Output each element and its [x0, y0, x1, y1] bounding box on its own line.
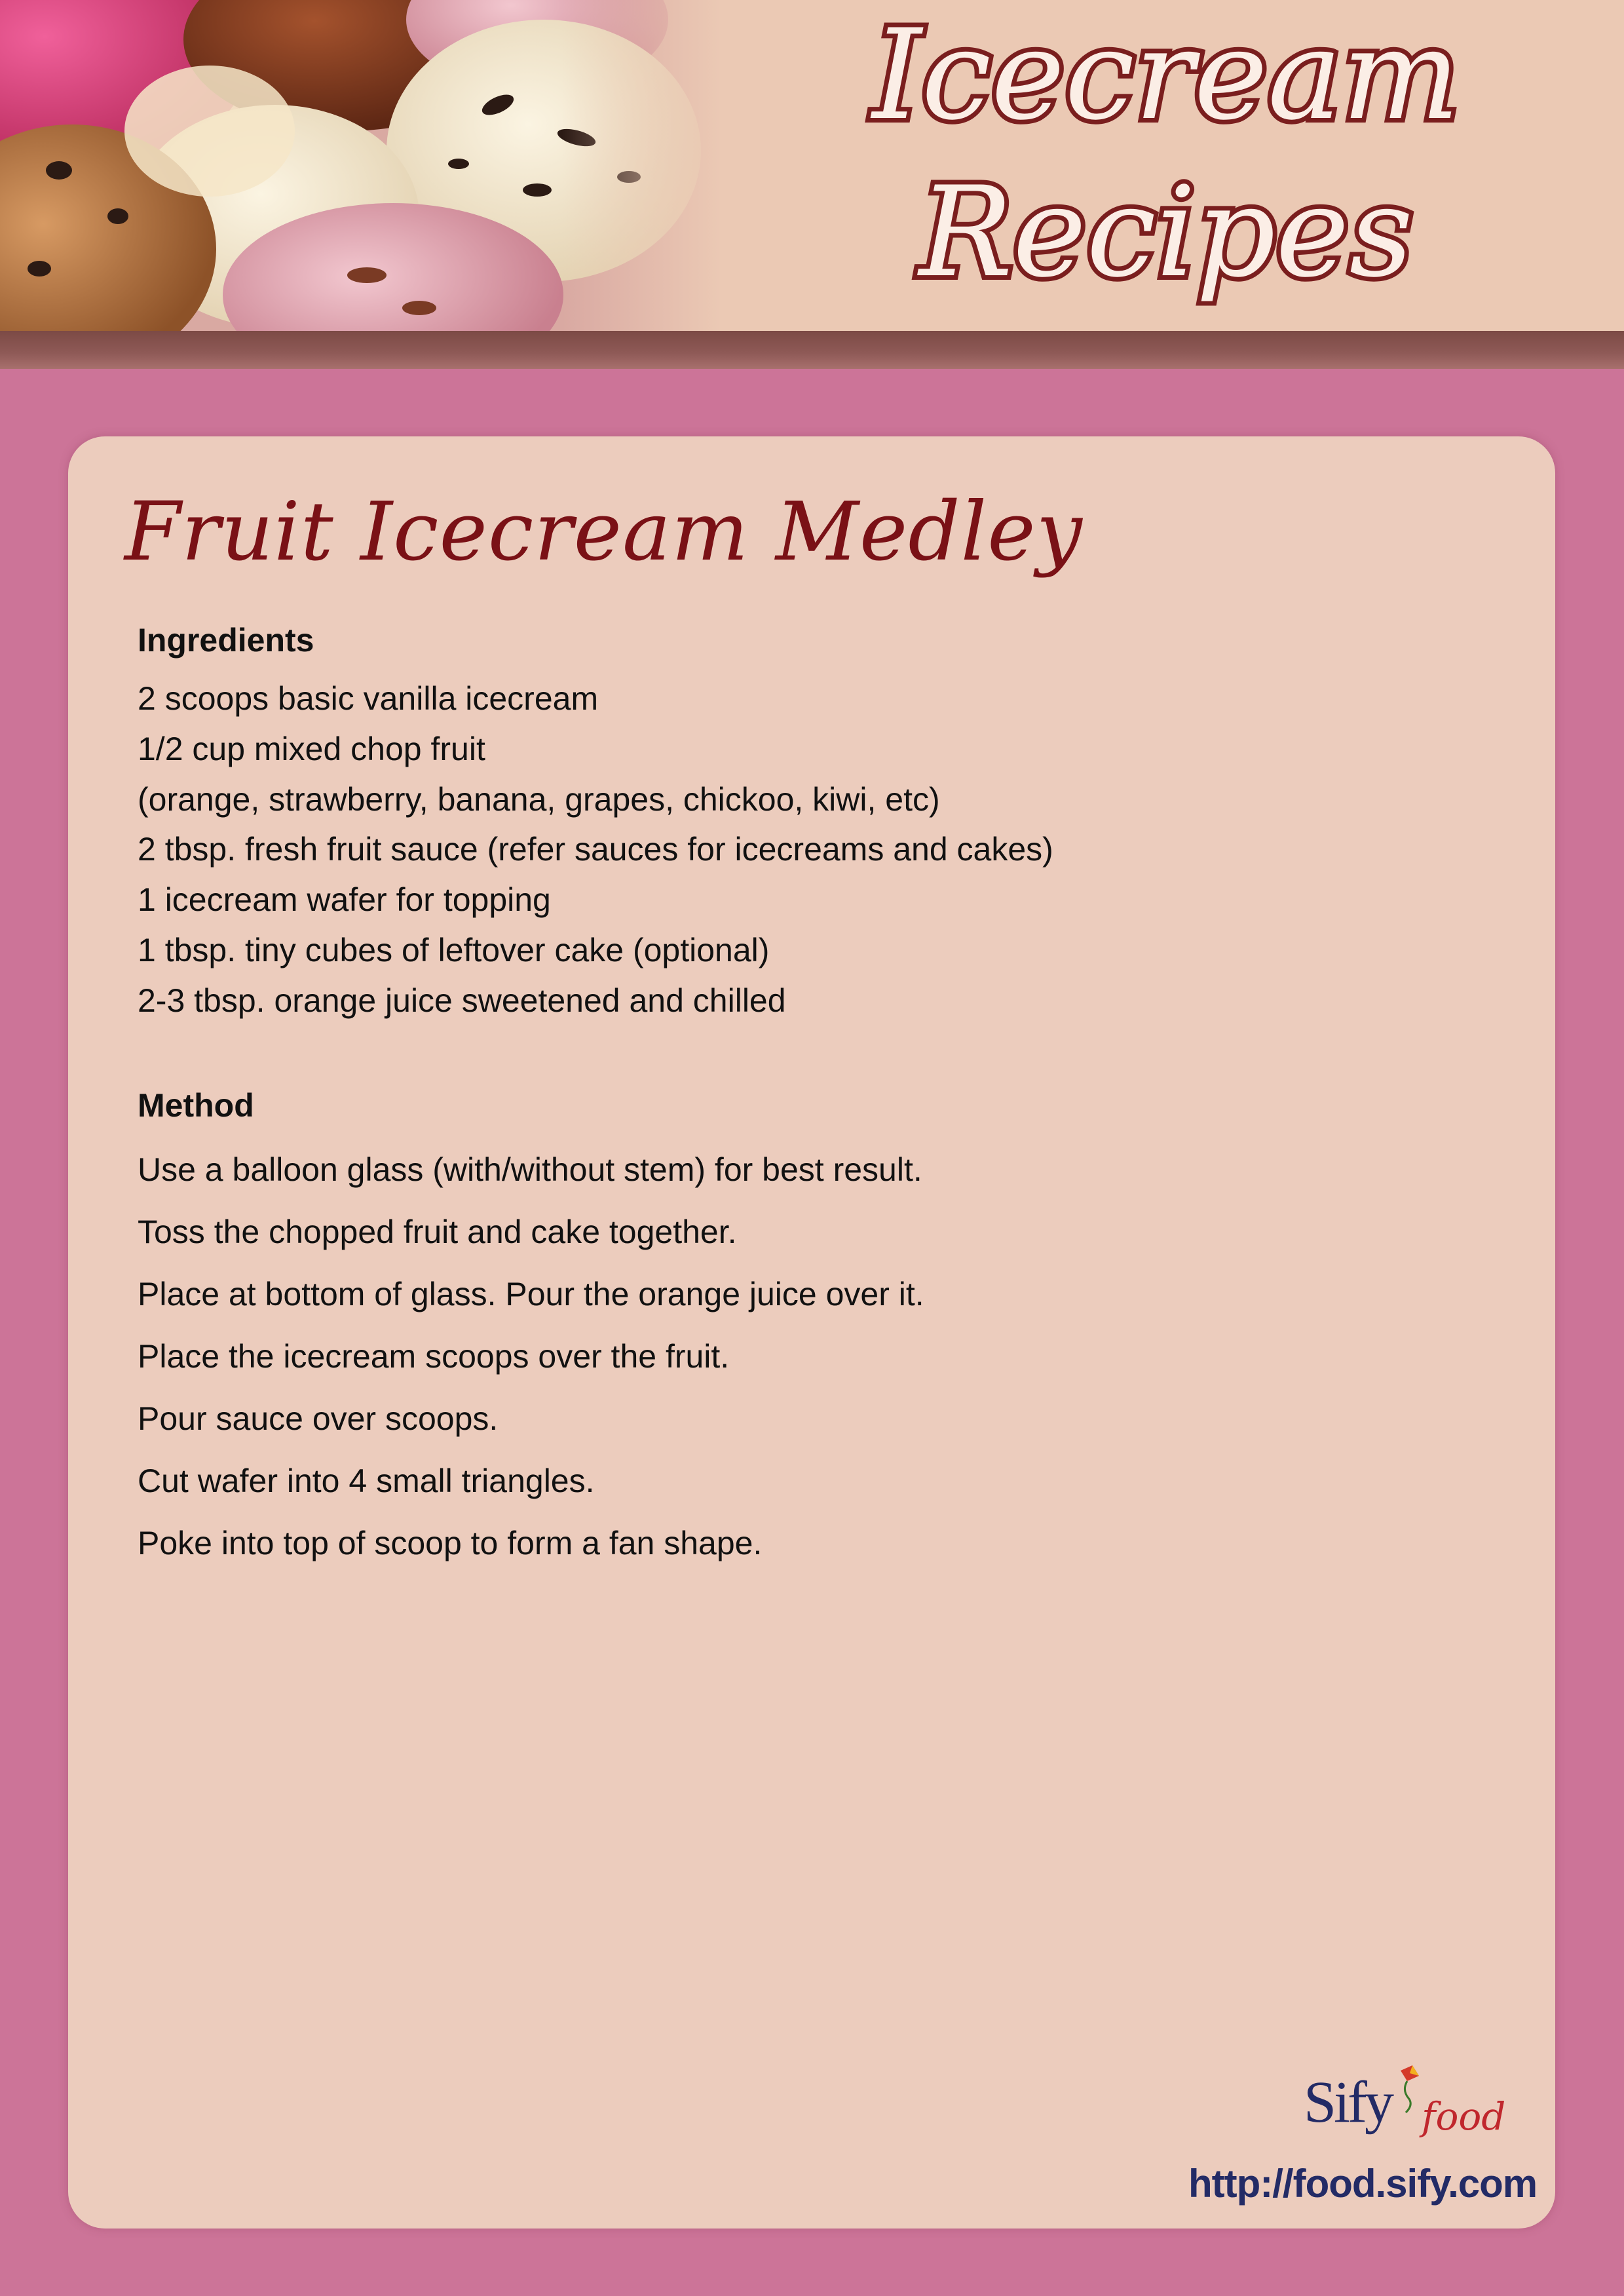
- method-step: Cut wafer into 4 small triangles.: [138, 1463, 595, 1499]
- ingredient-item: 2 scoops basic vanilla icecream: [138, 680, 599, 717]
- banner-title-line2: Recipes: [918, 160, 1414, 305]
- method-step: Pour sauce over scoops.: [138, 1400, 499, 1437]
- method-step: Toss the chopped fruit and cake together.: [138, 1214, 737, 1250]
- ingredients-list: [138, 674, 1053, 1026]
- method-step: Poke into top of scoop to form a fan shape.: [138, 1525, 763, 1561]
- icecream-scoops-photo: [0, 0, 721, 331]
- ingredient-item: 1 icecream wafer for topping: [138, 881, 551, 919]
- method-step: Use a balloon glass (with/without stem) for best result.: [138, 1151, 922, 1188]
- ingredient-item: 2-3 tbsp. orange juice sweetened and chilled: [138, 982, 786, 1019]
- logo-food-text: food: [1422, 2094, 1506, 2139]
- ingredient-item: 2 tbsp. fresh fruit sauce (refer sauces for icecreams and cakes): [138, 831, 1053, 868]
- recipe-title: Fruit Icecream Medley: [124, 485, 1083, 579]
- ingredient-item: (orange, strawberry, banana, grapes, chickoo, kiwi, etc): [138, 780, 940, 818]
- logo-sify-text: Sify: [1304, 2070, 1392, 2135]
- sify-food-logo: [1304, 2064, 1513, 2139]
- method-heading: Method: [138, 1087, 254, 1124]
- banner-title: [773, 0, 1559, 331]
- ingredient-item: 1/2 cup mixed chop fruit: [138, 730, 485, 767]
- banner-divider: [0, 331, 1624, 369]
- ingredients-heading: Ingredients: [138, 622, 314, 659]
- header-banner: [0, 0, 1624, 331]
- sify-food-url[interactable]: http://food.sify.com: [1188, 2162, 1538, 2206]
- method-step: Place at bottom of glass. Pour the orange juice over it.: [138, 1276, 924, 1312]
- banner-title-line1: Icecream: [872, 3, 1460, 147]
- method-steps: [138, 1139, 924, 1575]
- method-step: Place the icecream scoops over the fruit.: [138, 1338, 730, 1375]
- ingredient-item: 1 tbsp. tiny cubes of leftover cake (optional): [138, 931, 770, 968]
